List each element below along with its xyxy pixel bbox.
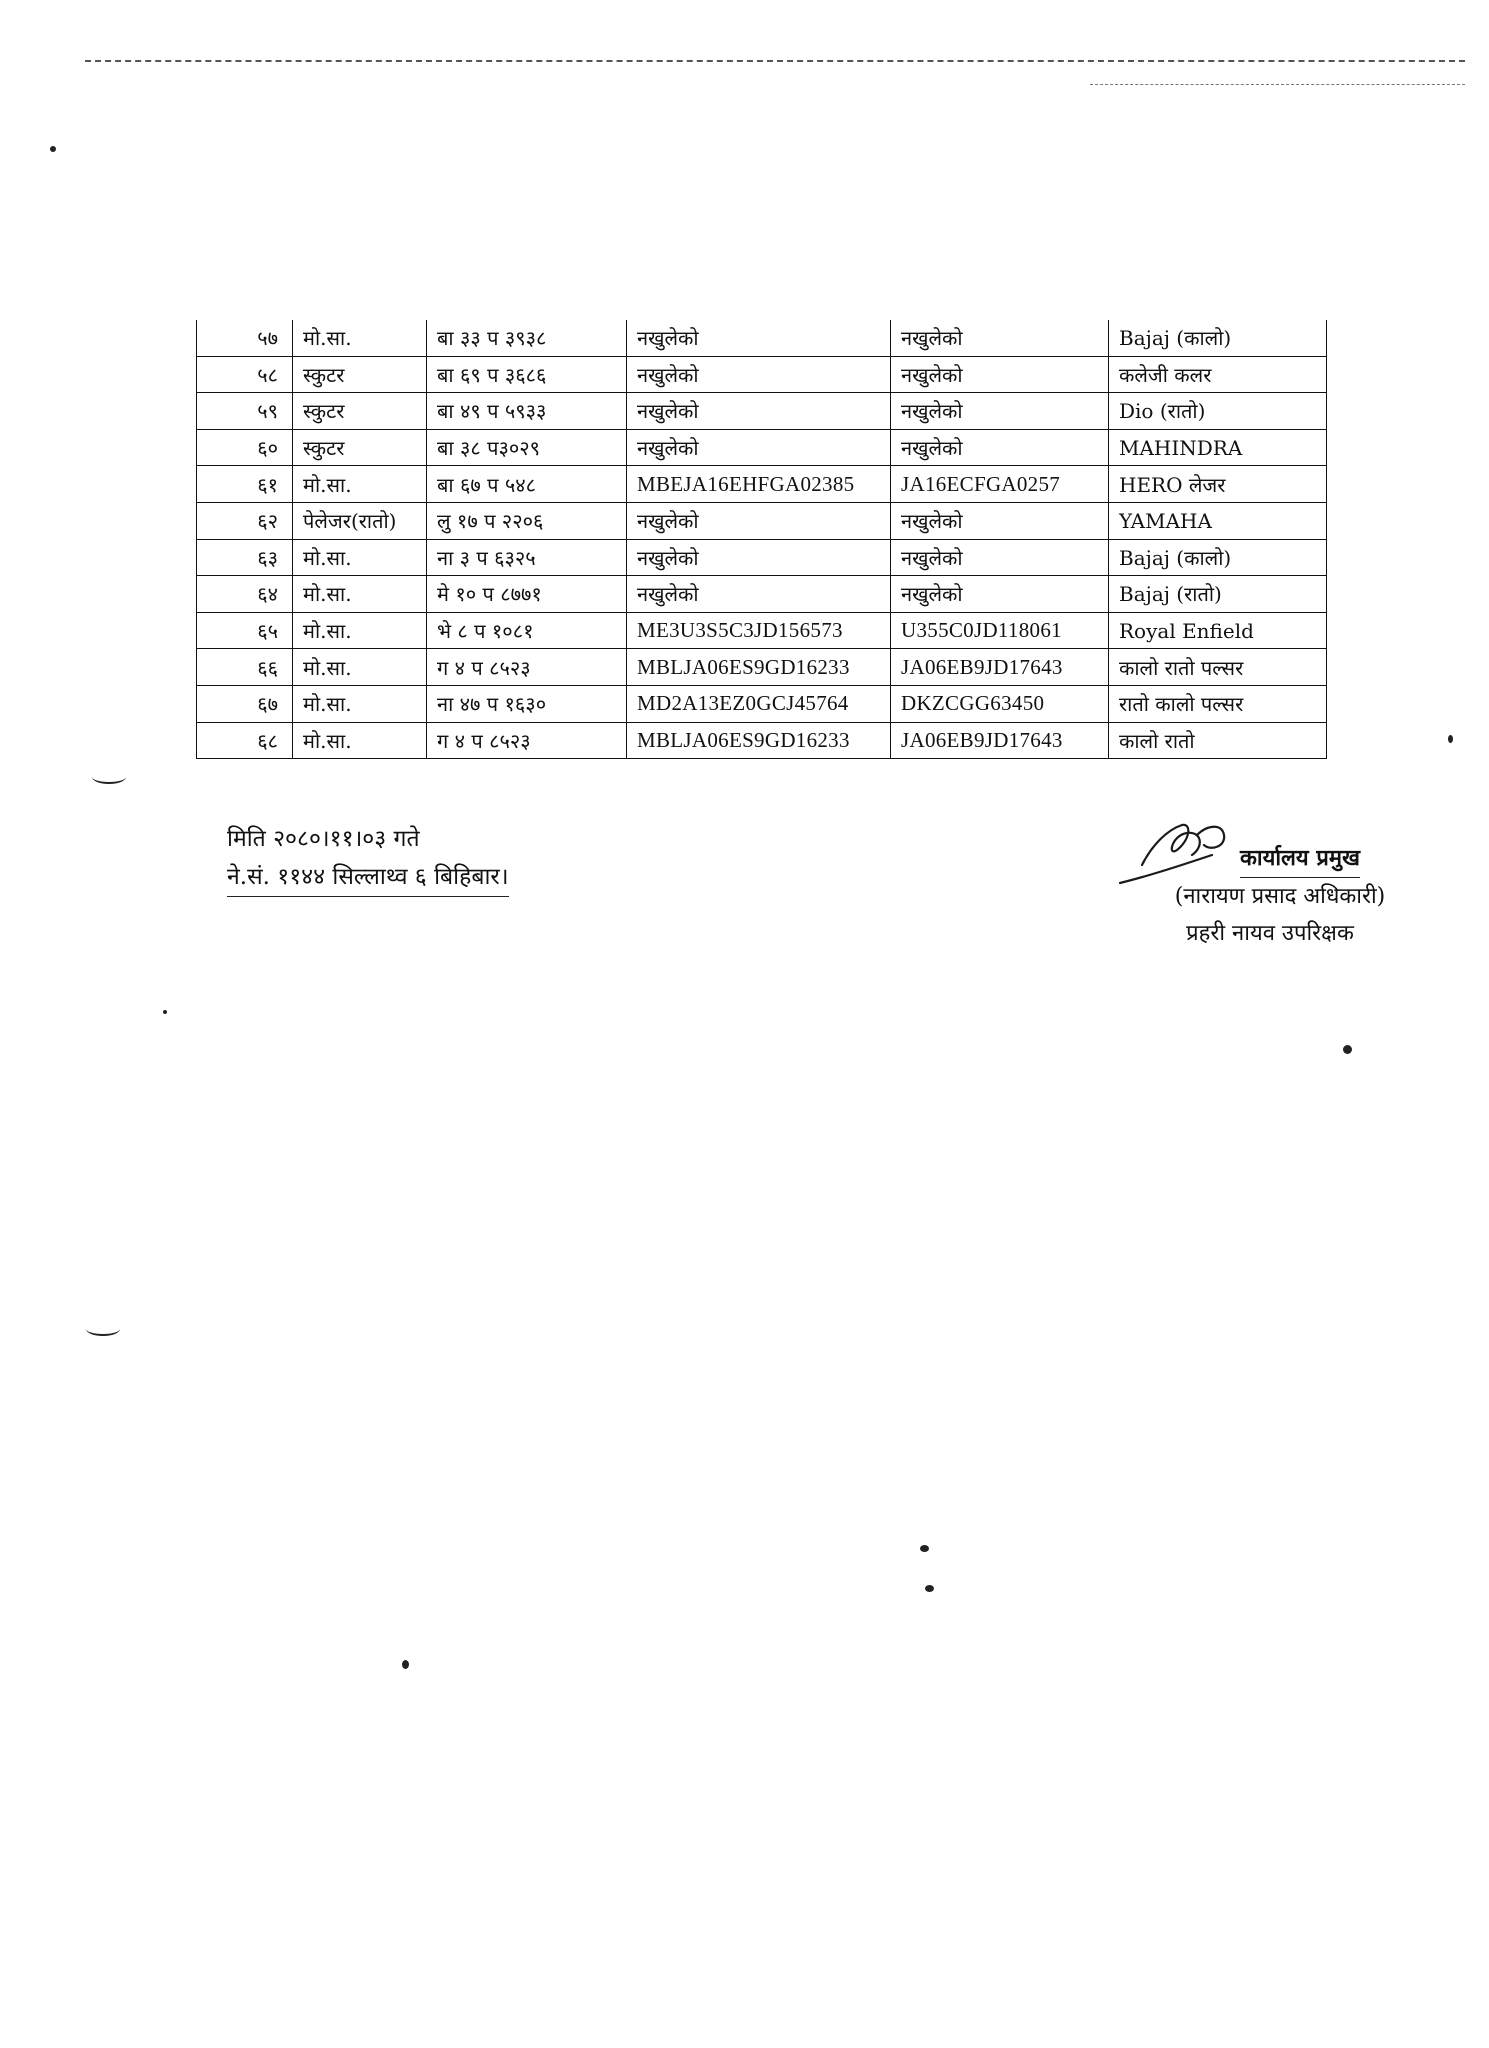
vehicle-type-cell: स्कुटर bbox=[293, 393, 427, 430]
table-row bbox=[197, 576, 1327, 613]
reg-no-cell: ना ३ प ६३२५ bbox=[427, 539, 627, 576]
chassis-no-cell: नखुलेको bbox=[627, 576, 891, 613]
engine-no-cell: नखुलेको bbox=[891, 393, 1109, 430]
scan-speck bbox=[1448, 735, 1453, 743]
serial-no-cell: ६१ bbox=[197, 466, 293, 503]
chassis-no-cell: MD2A13EZ0GCJ45764 bbox=[627, 685, 891, 722]
vehicle-type-cell: मो.सा. bbox=[293, 722, 427, 759]
engine-no-cell: नखुलेको bbox=[891, 356, 1109, 393]
engine-no-cell: JA06EB9JD17643 bbox=[891, 649, 1109, 686]
scan-speck bbox=[402, 1660, 409, 1669]
scan-speck bbox=[925, 1585, 934, 1592]
chassis-no-cell: MBLJA06ES9GD16233 bbox=[627, 649, 891, 686]
reg-no-cell: ना ४७ प १६३० bbox=[427, 685, 627, 722]
vehicle-type-cell: स्कुटर bbox=[293, 356, 427, 393]
signatory-title: कार्यालय प्रमुख bbox=[1240, 840, 1360, 878]
engine-no-cell: नखुलेको bbox=[891, 539, 1109, 576]
vehicle-type-cell: मो.सा. bbox=[293, 612, 427, 649]
top-dashed-rule-secondary bbox=[1090, 84, 1465, 85]
engine-no-cell: नखुलेको bbox=[891, 576, 1109, 613]
date-block bbox=[227, 820, 509, 897]
vehicle-type-cell: मो.सा. bbox=[293, 539, 427, 576]
chassis-no-cell: नखुलेको bbox=[627, 320, 891, 356]
vehicle-type-cell: पेलेजर(रातो) bbox=[293, 502, 427, 539]
table-row bbox=[197, 539, 1327, 576]
chassis-no-cell: ME3U3S5C3JD156573 bbox=[627, 612, 891, 649]
serial-no-cell: ५८ bbox=[197, 356, 293, 393]
punch-hole-mark bbox=[86, 1322, 120, 1336]
table-row bbox=[197, 393, 1327, 430]
chassis-no-cell: MBLJA06ES9GD16233 bbox=[627, 722, 891, 759]
table-row bbox=[197, 685, 1327, 722]
vehicle-register-table bbox=[196, 320, 1327, 759]
serial-no-cell: ६७ bbox=[197, 685, 293, 722]
vehicle-type-cell: मो.सा. bbox=[293, 320, 427, 356]
chassis-no-cell: नखुलेको bbox=[627, 356, 891, 393]
signatory-designation: प्रहरी नायव उपरिक्षक bbox=[1186, 921, 1354, 946]
reg-no-cell: ग ४ प ८५२३ bbox=[427, 722, 627, 759]
reg-no-cell: बा ६९ प ३६८६ bbox=[427, 356, 627, 393]
table-row bbox=[197, 466, 1327, 503]
vehicle-type-cell: मो.सा. bbox=[293, 649, 427, 686]
chassis-no-cell: नखुलेको bbox=[627, 429, 891, 466]
reg-no-cell: बा ३८ प३०२९ bbox=[427, 429, 627, 466]
chassis-no-cell: नखुलेको bbox=[627, 539, 891, 576]
serial-no-cell: ५७ bbox=[197, 320, 293, 356]
brand-color-cell: रातो कालो पल्सर bbox=[1109, 685, 1327, 722]
reg-no-cell: बा ६७ प ५४८ bbox=[427, 466, 627, 503]
serial-no-cell: ६३ bbox=[197, 539, 293, 576]
chassis-no-cell: नखुलेको bbox=[627, 393, 891, 430]
serial-no-cell: ६५ bbox=[197, 612, 293, 649]
scan-speck bbox=[1343, 1045, 1352, 1054]
table-row bbox=[197, 502, 1327, 539]
serial-no-cell: ६८ bbox=[197, 722, 293, 759]
reg-no-cell: ग ४ प ८५२३ bbox=[427, 649, 627, 686]
reg-no-cell: भे ८ प १०८१ bbox=[427, 612, 627, 649]
table-row bbox=[197, 356, 1327, 393]
table-row bbox=[197, 612, 1327, 649]
vehicle-type-cell: मो.सा. bbox=[293, 466, 427, 503]
table-row bbox=[197, 429, 1327, 466]
brand-color-cell: Bajaj (कालो) bbox=[1109, 539, 1327, 576]
brand-color-cell: कालो रातो bbox=[1109, 722, 1327, 759]
vehicle-type-cell: मो.सा. bbox=[293, 576, 427, 613]
brand-color-cell: Bajaj (कालो) bbox=[1109, 320, 1327, 356]
table-row bbox=[197, 649, 1327, 686]
reg-no-cell: लु १७ प २२०६ bbox=[427, 502, 627, 539]
punch-hole-mark bbox=[92, 770, 126, 784]
reg-no-cell: बा ४९ प ५९३३ bbox=[427, 393, 627, 430]
top-dashed-rule bbox=[85, 60, 1465, 62]
brand-color-cell: HERO लेजर bbox=[1109, 466, 1327, 503]
serial-no-cell: ६२ bbox=[197, 502, 293, 539]
serial-no-cell: ६६ bbox=[197, 649, 293, 686]
vehicle-type-cell: स्कुटर bbox=[293, 429, 427, 466]
serial-no-cell: ५९ bbox=[197, 393, 293, 430]
serial-no-cell: ६४ bbox=[197, 576, 293, 613]
brand-color-cell: YAMAHA bbox=[1109, 502, 1327, 539]
table-row bbox=[197, 320, 1327, 356]
table-row bbox=[197, 722, 1327, 759]
brand-color-cell: कलेजी कलर bbox=[1109, 356, 1327, 393]
engine-no-cell: नखुलेको bbox=[891, 502, 1109, 539]
engine-no-cell: नखुलेको bbox=[891, 429, 1109, 466]
scan-speck bbox=[50, 146, 56, 152]
brand-color-cell: कालो रातो पल्सर bbox=[1109, 649, 1327, 686]
reg-no-cell: मे १० प ८७७१ bbox=[427, 576, 627, 613]
scan-speck bbox=[920, 1545, 929, 1552]
brand-color-cell: Dio (रातो) bbox=[1109, 393, 1327, 430]
engine-no-cell: JA06EB9JD17643 bbox=[891, 722, 1109, 759]
scan-speck bbox=[163, 1010, 167, 1014]
brand-color-cell: Bajaj (रातो) bbox=[1109, 576, 1327, 613]
brand-color-cell: Royal Enfield bbox=[1109, 612, 1327, 649]
date-line: मिति २०८०।११।०३ गते bbox=[227, 826, 420, 852]
reg-no-cell: बा ३३ प ३९३८ bbox=[427, 320, 627, 356]
engine-no-cell: JA16ECFGA0257 bbox=[891, 466, 1109, 503]
engine-no-cell: नखुलेको bbox=[891, 320, 1109, 356]
chassis-no-cell: नखुलेको bbox=[627, 502, 891, 539]
serial-no-cell: ६० bbox=[197, 429, 293, 466]
nepal-sambat-line: ने.सं. ११४४ सिल्लाथ्व ६ बिहिबार। bbox=[227, 858, 509, 897]
brand-color-cell: MAHINDRA bbox=[1109, 429, 1327, 466]
engine-no-cell: DKZCGG63450 bbox=[891, 685, 1109, 722]
signatory-name: (नारायण प्रसाद अधिकारी) bbox=[1174, 884, 1386, 909]
vehicle-type-cell: मो.सा. bbox=[293, 685, 427, 722]
engine-no-cell: U355C0JD118061 bbox=[891, 612, 1109, 649]
chassis-no-cell: MBEJA16EHFGA02385 bbox=[627, 466, 891, 503]
signatory-block bbox=[1110, 808, 1410, 952]
